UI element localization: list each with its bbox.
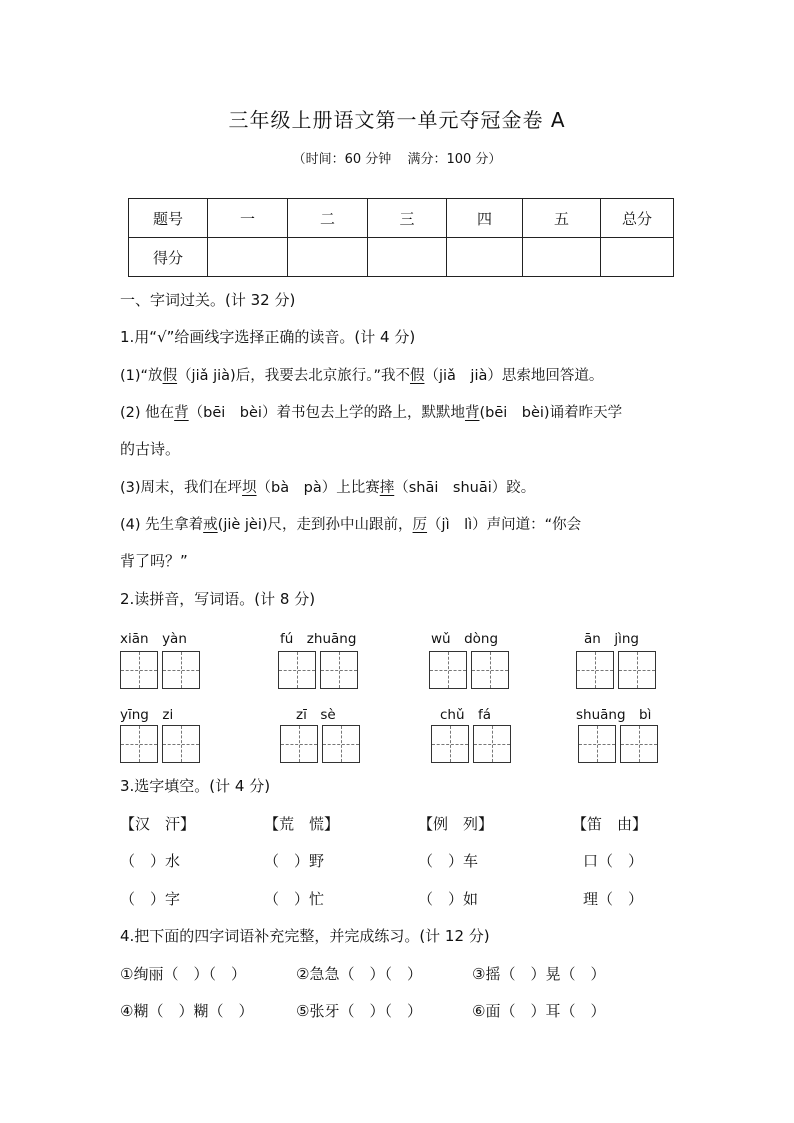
tian-grid-cell[interactable] <box>322 725 360 763</box>
writing-grid[interactable] <box>576 651 656 689</box>
pinyin-label: fú zhuāng <box>280 631 357 647</box>
score-cell: 一 <box>208 199 288 238</box>
section-heading: 一、字词过关。(计 32 分) <box>120 291 296 309</box>
fill-blank[interactable]: 口（ ） <box>583 852 644 870</box>
tian-grid-cell[interactable] <box>431 725 469 763</box>
score-cell: 总分 <box>601 199 674 238</box>
tian-grid-cell[interactable] <box>162 725 200 763</box>
fill-blank[interactable]: （ ）如 <box>418 890 479 908</box>
writing-grid[interactable] <box>278 651 358 689</box>
tian-grid-cell[interactable] <box>320 651 358 689</box>
tian-grid-cell[interactable] <box>576 651 614 689</box>
fill-blank[interactable]: （ ）水 <box>120 852 181 870</box>
page-title: 三年级上册语文第一单元夺冠金卷 A <box>228 108 566 132</box>
score-cell: 得分 <box>129 238 208 277</box>
time-info: （时间：60 分钟 <box>292 152 392 167</box>
writing-grid[interactable] <box>578 725 658 763</box>
score-input-cell[interactable] <box>208 238 288 277</box>
writing-grid[interactable] <box>431 725 511 763</box>
underlined-char: 厉 <box>412 517 428 533</box>
underlined-char: 摔 <box>379 480 395 496</box>
pinyin-label: zī sè <box>296 707 336 723</box>
score-table-header-row <box>129 199 674 238</box>
idiom-blank[interactable]: ⑤张牙（ ）（ ） <box>296 1002 422 1020</box>
score-input-cell[interactable] <box>288 238 368 277</box>
char-group: 【笛 由】 <box>572 815 648 833</box>
q1-item-4-cont: 背了吗？” <box>120 552 188 570</box>
idiom-blank[interactable]: ①绚丽（ ）（ ） <box>120 965 246 983</box>
question-heading: 1.用“√”给画线字选择正确的读音。(计 4 分) <box>120 328 416 346</box>
tian-grid-cell[interactable] <box>120 725 158 763</box>
score-table-score-row <box>129 238 674 277</box>
underlined-char: 戒 <box>203 517 218 533</box>
pinyin-label: yīng zi <box>120 707 174 723</box>
score-input-cell[interactable] <box>368 238 447 277</box>
score-input-cell[interactable] <box>523 238 601 277</box>
underlined-char: 背 <box>174 405 189 421</box>
underlined-char: 背 <box>464 405 480 421</box>
idiom-blank[interactable]: ④糊（ ）糊（ ） <box>120 1002 254 1020</box>
score-cell: 题号 <box>129 199 208 238</box>
char-group: 【例 列】 <box>418 815 494 833</box>
idiom-blank[interactable]: ③摇（ ）晃（ ） <box>472 965 606 983</box>
tian-grid-cell[interactable] <box>280 725 318 763</box>
fill-blank[interactable]: （ ）字 <box>120 890 181 908</box>
writing-grid[interactable] <box>120 725 200 763</box>
char-group: 【荒 慌】 <box>264 815 340 833</box>
pinyin-label: shuāng bì <box>576 707 652 723</box>
pinyin-label: wǔ dòng <box>431 631 499 647</box>
tian-grid-cell[interactable] <box>429 651 467 689</box>
fill-blank[interactable]: （ ）车 <box>418 852 479 870</box>
fill-blank[interactable]: （ ）野 <box>264 852 325 870</box>
score-table <box>128 198 674 277</box>
score-cell: 五 <box>523 199 601 238</box>
tian-grid-cell[interactable] <box>471 651 509 689</box>
underlined-char: 坝 <box>242 480 257 496</box>
idiom-blank[interactable]: ②急急（ ）（ ） <box>296 965 422 983</box>
writing-grid[interactable] <box>429 651 509 689</box>
tian-grid-cell[interactable] <box>473 725 511 763</box>
q1-item-2: (2) 他在背（bēi bèi）着书包去上学的路上，默默地背(bēi bèi)诵着昨天学 <box>120 405 623 421</box>
score-cell: 四 <box>447 199 523 238</box>
score-info: 满分：100 分） <box>407 152 502 167</box>
idiom-blank[interactable]: ⑥面（ ）耳（ ） <box>472 1002 606 1020</box>
tian-grid-cell[interactable] <box>618 651 656 689</box>
pinyin-label: chǔ fá <box>440 707 492 723</box>
pinyin-label: ān jìng <box>584 631 639 647</box>
tian-grid-cell[interactable] <box>120 651 158 689</box>
writing-grid[interactable] <box>280 725 360 763</box>
question-heading: 3.选字填空。(计 4 分) <box>120 777 271 795</box>
question-heading: 4.把下面的四字词语补充完整，并完成练习。(计 12 分) <box>120 927 490 945</box>
score-input-cell[interactable] <box>447 238 523 277</box>
char-group: 【汉 汗】 <box>120 815 196 833</box>
tian-grid-cell[interactable] <box>620 725 658 763</box>
q1-item-3: (3)周末，我们在坪坝（bà pà）上比赛摔（shāi shuāi）跤。 <box>120 480 536 496</box>
q1-item-2-cont: 的古诗。 <box>120 440 181 458</box>
question-heading: 2.读拼音，写词语。(计 8 分) <box>120 590 316 608</box>
fill-blank[interactable]: （ ）忙 <box>264 890 325 908</box>
underlined-char: 假 <box>409 368 425 384</box>
exam-info <box>0 148 794 167</box>
score-cell: 二 <box>288 199 368 238</box>
writing-grid[interactable] <box>120 651 200 689</box>
tian-grid-cell[interactable] <box>578 725 616 763</box>
score-cell: 三 <box>368 199 447 238</box>
q1-item-1: (1)“放假（jiǎ jià)后，我要去北京旅行。”我不假（jiǎ jià）思索地回答道。 <box>120 368 604 384</box>
score-input-cell[interactable] <box>601 238 674 277</box>
fill-blank[interactable]: 理（ ） <box>583 890 644 908</box>
tian-grid-cell[interactable] <box>278 651 316 689</box>
underlined-char: 假 <box>162 368 178 384</box>
tian-grid-cell[interactable] <box>162 651 200 689</box>
pinyin-label: xiān yàn <box>120 631 187 647</box>
q1-item-4: (4) 先生拿着戒(jiè jèi)尺，走到孙中山跟前，厉（jì lì）声问道：“你会 <box>120 517 582 533</box>
